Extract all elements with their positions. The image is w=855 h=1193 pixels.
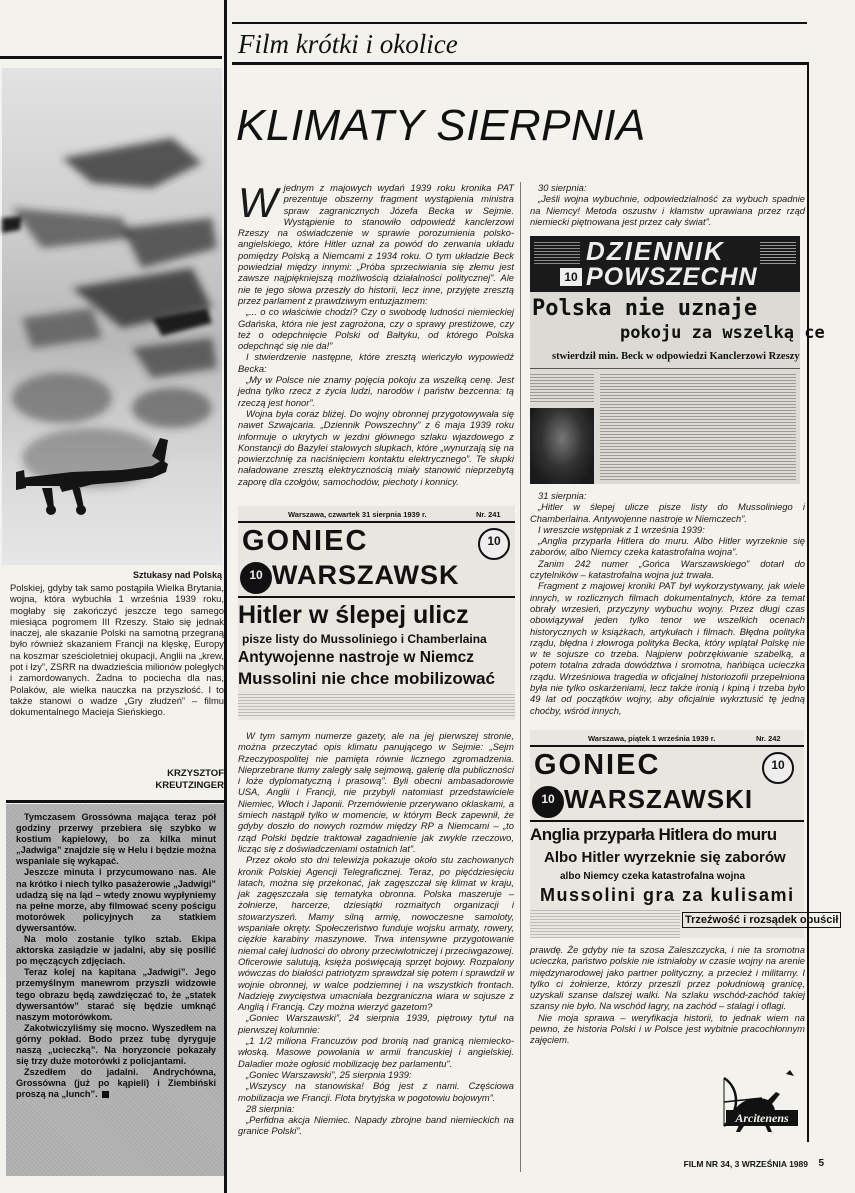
drop-cap: W (238, 179, 278, 226)
sidebar-last-text: Zszedłem do jadalni. Andrychówna, Grossówna (już po kąpieli) i Ziembiński proszą na „lunch”. (16, 1067, 216, 1100)
article-paragraph: Zanim 242 numer „Gońca Warszawskiego” dotarł do czytelników – katastrofalna wojna już trwała. (530, 557, 805, 581)
article-paragraph: „Jeśli wojna wybuchnie, odpowiedzialność za wybuch spadnie na Niemcy! Metoda oszustw i kłamstw uprawiana przez rząd niemiecki piętnowana jest przez cały świat”. (530, 193, 805, 227)
article-paragraph: 31 sierpnia: (538, 490, 587, 501)
clipping-small-print (238, 694, 515, 718)
sidebar-paragraph: Zakotwiczyliśmy się mocno. Wyszedłem na górny pokład. Bodo przez tubę dyryguje naszą „ucieczką”. Na horyzoncie pokazały się trzy duże motorówki z policjantami. (16, 1022, 216, 1067)
article-paragraph: W tym samym numerze gazety, ale na jej pierwszej stronie, można przeczytać opis klimatu panującego w Sejmie: „Sejm Rzeczypospolitej nie pamięta równie licznego zgromadzenia. Nieprzebrane tłumy zaległy salę sejmową, galerię dla publiczności i loże dyplomatyczną i prasową”. Byli obecni ambasadorowie USA, Anglii i Francji, nie przybyli natomiast przedstawiciele Niemiec, Włoch i Japonii. Przemówienie przerywano oklaskami, a śmiech nastąpił tylko w momencie, w którym Beck zapewnił, że gdyby doszło do nowych rozmów między RP a Niemcami – „to rząd Polski będzie traktował zagadnienie jak zwykle rzeczowo, licząc się z doświadczeniami ostatnich lat”. (238, 730, 514, 854)
clipping-rule (238, 521, 515, 523)
article-paragraph: 28 sierpnia: (246, 1102, 295, 1114)
price-value: 10 (771, 758, 785, 772)
goniec-clipping-aug31 (238, 506, 515, 720)
clipping-dateline: Warszawa, czwartek 31 sierpnia 1939 r. (288, 510, 427, 519)
clipping-issue: Nr. 241 (476, 510, 501, 519)
clipping-rule (530, 820, 804, 822)
article-paragraph: I wreszcie wstępniak z 1 września 1939: (538, 523, 705, 535)
dziennik-price: 10 (560, 268, 582, 286)
dziennik-masthead-2: POWSZECHN (586, 263, 758, 291)
clipping-dateline: Warszawa, piątek 1 września 1939 r. (588, 734, 716, 743)
clipping-masthead-2: WARSZAWSK (272, 560, 460, 590)
article-paragraph: „Hitler w ślepej ulicze pisze listy do Mussoliniego i Chamberlaina. Antywojenne nastroje w Niemczech”. (530, 501, 805, 524)
author-last-name: KREUTZINGER (155, 780, 224, 791)
clipping-subline: Antywojenne nastroje w Niemcz (238, 649, 474, 666)
article-paragraph: prawdę. Że gdyby nie ta szosa Zaleszczycka, i nie ta sromotna ucieczka, państwo polskie nie istniałoby w czasie wojny na arenie międzynarodowej jako partner polityczny, a przecież i militarny. I tylko ci żołnierze, którzy przeszli przez południową granicę, uzyskali szanse dalszej walki. Na szlaku wschód-zachód takiej szansy nie było. Na wschód łagry, na zachód – stalagi i oflagi. (530, 944, 805, 1012)
article-headline: KLIMATY SIERPNIA (236, 101, 646, 150)
article-paragraph: „... o co właściwie chodzi? Czy o swobodę ludności niemieckiej Gdańska, która nie jest zagrożona, czy o sprawy prestiżowe, czy też o odepchnięcie Polski od Bałtyku, od którego Polska odepchnąć się nie da!” (238, 306, 514, 352)
price-badge-dark (240, 562, 272, 594)
clipping-subline: Mussolini gra za kulisami (540, 885, 795, 905)
dziennik-masthead-1: DZIENNIK (586, 236, 725, 266)
clipping-small-print (530, 910, 680, 938)
author-byline (100, 768, 224, 794)
footer-issue: FILM NR 34, 3 WRZEŚNIA 1989 (683, 1159, 808, 1169)
right-frame-rule (807, 62, 809, 1142)
end-mark-icon (102, 1091, 109, 1098)
header-top-rule (232, 22, 807, 24)
article-paragraph: Fragment z majowej kroniki PAT był wykorzystywany, jak wiele innych, w rozlicznych filmach dokumentalnych, które za temat obrały wrzesień, przyczyny wybuchu wojny. Przez długi czas obowiązywał jeden tylko tenor we wszelkich ocenach historycznych w książkach, artykułach i filmach. Błędna polityka rządu, błędna i złowroga polityka Becka, który wplątał Polskę nie w te sojusze co trzeba. Najpierw pobrzękiwanie szabelką, a potem totalna zdrada dowództwa i sromotna, hańbiąca ucieczka rządu. Wrześniowa tragedia w oficjalnej historiozofii przepełniona była nie tylko oskarżeniami, lecz także ironią i kpiną i trzeba było 49 lat od początków wojny, aby oficjalnie wykrztusić tę jedną choćby, wśród innych, (530, 580, 805, 716)
lead-paragraph (238, 179, 514, 306)
clipping-headline: Anglia przyparła Hitlera do muru (530, 825, 777, 844)
archer-icon (706, 1068, 806, 1138)
dziennik-headline: Polska nie uznaje (532, 296, 758, 321)
clipping-subline: Albo Hitler wyrzeknie się zaborów (544, 849, 786, 866)
sidebar-paragraph: Na molo zostanie tylko sztab. Ekipa aktorska zasiądzie w jadalni, aby się posilić po męczących zdjęciach. (16, 934, 216, 967)
clipping-rule (530, 745, 804, 747)
clipping-rule (238, 596, 515, 598)
column-divider (520, 182, 521, 1172)
article-paragraph: Nie moja sprawa – weryfikacja historii, to jednak wiem na pewno, że historia Polski i w Polsce jest wybitnie pracochłonnym zajęciem. (530, 1011, 805, 1046)
sidebar-box (6, 804, 224, 1176)
top-rule (0, 56, 222, 59)
arcitenens-logo (706, 1068, 806, 1138)
clipping-masthead-1: GONIEC (534, 749, 661, 781)
clipping-issue: Nr. 242 (756, 734, 781, 743)
dziennik-small-print (534, 242, 580, 264)
clipping-masthead-2: WARSZAWSKI (564, 784, 754, 814)
article-paragraph: I stwierdzenie następne, które zresztą wieńczyło wypowiedź Becka: (238, 351, 514, 374)
right-column-middle (530, 490, 805, 722)
dziennik-clipping (530, 236, 825, 484)
article-paragraph: Wojna była coraz bliżej. Do wojny obronnej przygotowywała się nawet Szwajcaria. „Dziennik Powszechny” z 6 maja 1939 roku informuje o ukrytych w jezdni głównego szlaku wjazdowego z Konstancji do Bazylei stalowych słupkach, które „wynurzają się na powierzchnię za naciśnięciem kontaktu elektrycznego”. Te słupki naładowane zresztą elektrycznością miały stanowić nieprzebytą zaporę dla czołgów, samochodów, piechoty i konnicy. (238, 407, 514, 487)
price-badge (478, 528, 510, 560)
photo-caption: Sztukasy nad Polską (132, 570, 222, 580)
dziennik-body-text (530, 374, 594, 404)
left-column-paragraph: Polskiej, gdyby tak samo postąpiła Wielka Brytania, wojna, która wybuchła 1 września 1939 roku, mogłaby się zakończyć jeszcze tego samego miesiąca pogromem III Rzeszy. Stało się jednak inaczej, ale skazanie Polski na samotną przegraną było również skazaniem Francji na klęskę, Europy na koszmar sześcioletniej okupacji, Anglii na „krew, pot i łzy”, ZSRR na dwadzieścia milionów poległych i zamordowanych. Żadna to pociecha dla nas, Polaków, ale wielka nauczka na przyszłość. I to także stanowi o wadze „Gry złudzeń” – filmu dokumentalnego Macieja Sieńskiego. (10, 582, 224, 718)
clipping-subline: Mussolini nie chce mobilizować (238, 669, 495, 688)
article-paragraph: 30 sierpnia: (538, 182, 587, 193)
dziennik-rule (530, 368, 800, 369)
header-bottom-rule (232, 62, 807, 65)
article-paragraph: „My w Polsce nie znamy pojęcia pokoju za wszelką cenę. Jest jedna tylko rzecz z życia ludzi, narodów i państw bezcenna: tą rzeczą jest honor”. (238, 374, 514, 408)
clipping-subline: pisze listy do Mussoliniego i Chamberlaina (242, 632, 487, 646)
sidebar-paragraph: Tymczasem Grossówna mająca teraz pół godziny przerwy przebiera się szybko w kostium kąpielowy, bo za kilka minut „Jadwiga” znajdzie się w Helu i będzie można wspaniale się wykąpać. (16, 812, 216, 867)
page-number: 5 (818, 1158, 824, 1169)
article-paragraph: „Perfidna akcja Niemiec. Napady zbrojne band niemieckich na granice Polski”. (238, 1114, 514, 1137)
sidebar-paragraph-last (16, 1067, 216, 1100)
price-badge-dark (532, 786, 564, 818)
clipping-subline: albo Niemcy czeka katastrofalna wojna (560, 871, 746, 882)
goniec-clipping-sep1 (530, 730, 839, 938)
sidebar-paragraph: Jeszcze minuta i przycumowano nas. Ale na krótko i niech tylko pasażerowie „Jadwigi” udadzą się na ląd – wtedy znowu wypłyniemy na pełne morze, aby filmować sceny pościgu motorówek policyjnych za statkiem dywersantów. (16, 867, 216, 933)
clipping-masthead-1: GONIEC (242, 525, 369, 557)
stuka-photo (2, 68, 222, 565)
article-paragraph: „Goniec Warszawski”, 24 sierpnia 1939, piętrowy tytuł na pierwszej kolumnie: (238, 1012, 514, 1035)
price-value: 10 (487, 534, 501, 548)
price-value: 10 (541, 792, 555, 806)
clipping-headline: Hitler w ślepej ulicz (238, 601, 469, 629)
article-paragraph: „Anglia przyparła Hitlera do muru. Albo Hitler wyrzeknie się zaborów, albo Niemcy czeka katastrofalna wojna”. (530, 535, 805, 558)
article-paragraph: „Wszyscy na stanowiska! Bóg jest z nami. Częściowa mobilizacja we Francji. Flota brytyjska w pogotowiu bojowym”. (238, 1080, 514, 1103)
article-paragraph: „Goniec Warszawski”, 25 sierpnia 1939: (246, 1068, 412, 1080)
beck-portrait (530, 408, 594, 484)
lead-text: jednym z majowych wydań 1939 roku kronika PAT prezentuje obszerny fragment wystąpienia ministra spraw zagranicznych Józefa Becka w Sejmie. Wystąpienie to stanowiło odpowiedź kanclerzowi Rzeszy na oświadczenie w sprawie porozumienia polsko-angielskiego, które Hitler uznał za powód do zerwania układu pomiędzy Polską a Niemcami z 1934 roku. O tym układzie Beck powiedział między innymi: „Próba sprzeciwiania się złemu jest zawsze najpiękniejszą możliwością działalności politycznej”. Ale nie te jego słowa przeszły do historii, lecz inne, przyjęte zresztą przez parlament z prawdziwym entuzjazmem: (238, 182, 514, 306)
middle-column-bottom (238, 730, 514, 1180)
middle-column-top (238, 179, 514, 502)
sidebar-paragraph: Teraz kolej na kapitana „Jadwigi”. Jego przemyślnym manewrom przyszli widzowie tego obrazu będą zawdzięczać to, że „statek dywersantów” starać się będzie umknąć naszym motorówkom. (16, 967, 216, 1022)
dziennik-headline: pokoju za wszelką ce (620, 323, 825, 343)
price-value: 10 (249, 568, 263, 582)
left-column-divider (224, 0, 227, 1193)
logo-text: Arcitenens (726, 1110, 798, 1126)
right-column-top (530, 182, 805, 238)
price-badge (762, 752, 794, 784)
dziennik-body-text (600, 374, 796, 480)
article-paragraph: Przez około sto dni telewizja pokazuje około stu zachowanych kronik Polskiej Agencji Telegraficznej. Teraz, po pięćdziesięciu latach, można się przekonać, jak zagęszczał się klimat w kraju, jak zagęszczała się tematyka obronna. Polska maszeruje – żołnierze, harcerze, dziesiątki rozmaitych organizacji i stowarzyszeń. Mamy silną armię, nowoczesne samoloty, wspaniałe okręty. Społeczeństwo funduje wojsku armaty, rowery, ciężkie karabiny maszynowe. Trwa intensywne przygotowanie niemal całej ludności do obrony przeciwlotniczej i przeciwgazowej. Oficerowie salutują, księża poświęcają sprzęt bojowy. Rozpalony wówczas do białości patriotyzm sprawdzał się potem i sprawdził w wojnie obronnej, w walce podziemnej i na wszystkich frontach. Nadzieję zwycięstwa umacniała bezgraniczna wiara w sojusze z Anglią i Francją. Czy można wierzyć gazetom? (238, 854, 514, 1013)
dziennik-subheadline: stwierdził min. Beck w odpowiedzi Kanclerzowi Rzeszy (552, 351, 800, 362)
dziennik-small-print (760, 242, 796, 264)
section-title: Film krótki i okolice (238, 29, 458, 59)
sidebar-box-text (16, 812, 216, 1100)
author-first-name: KRZYSZTOF (167, 768, 224, 779)
clipping-boxed-line: Trzeźwość i rozsądek opuścił (682, 912, 841, 928)
article-paragraph: „1 1/2 miliona Francuzów pod bronią nad granicą niemiecko-włoską. Masowe powołania w armii francuskiej i angielskiej. Daladier może ogłosić mobilizację bez parlamentu”. (238, 1035, 514, 1069)
